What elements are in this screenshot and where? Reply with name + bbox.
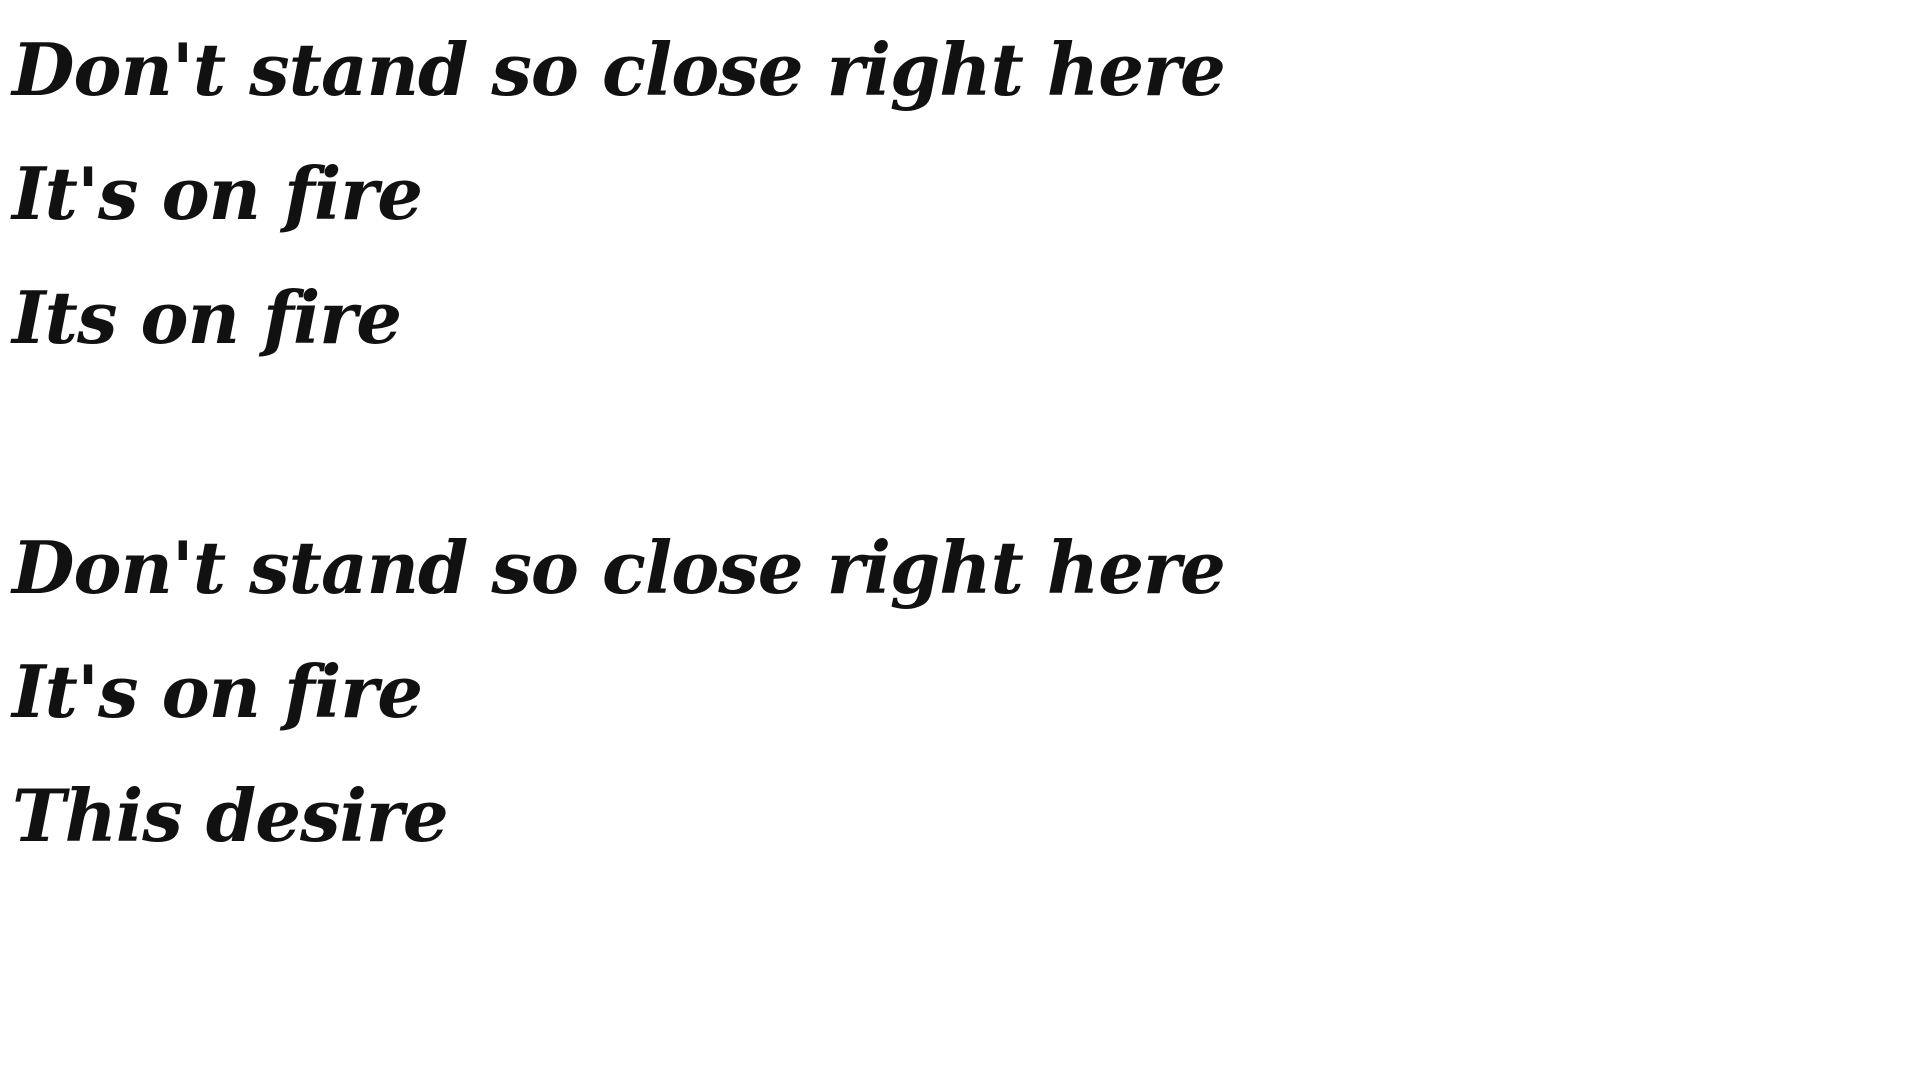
stanza-2 xyxy=(12,506,1225,878)
lyrics-block xyxy=(12,8,1225,878)
lyric-line: It's on fire xyxy=(12,151,423,236)
lyric-line: This desire xyxy=(12,773,448,858)
lyric-line: Its on fire xyxy=(12,275,402,360)
stanza-1 xyxy=(12,8,1225,380)
lyric-line: Don't stand so close right here xyxy=(12,27,1225,112)
lyric-line: It's on fire xyxy=(12,649,423,734)
lyric-line: Don't stand so close right here xyxy=(12,525,1225,610)
